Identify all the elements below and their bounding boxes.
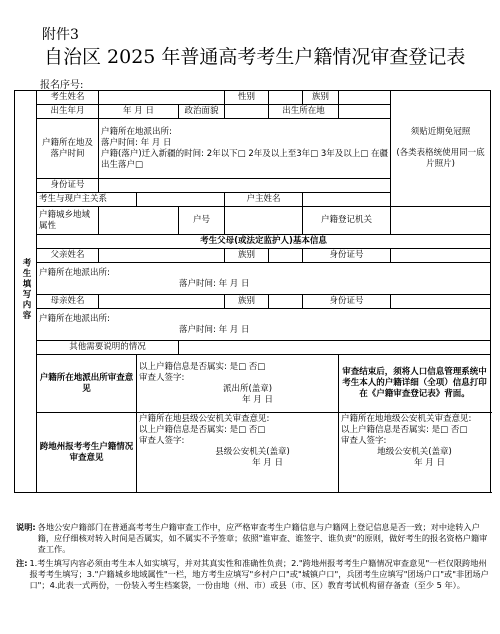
birthplace-value[interactable] xyxy=(339,105,391,119)
householder-label: 户主姓名 xyxy=(225,193,303,207)
review2-county[interactable]: 户籍所在地县级公安机关审查意见: 以上户籍信息是否属实: 是□ 否□ 审查人签字: 县级公安机关(盖章) 年 月 日 xyxy=(137,413,339,493)
political-value[interactable] xyxy=(225,105,269,119)
id-value[interactable] xyxy=(99,179,391,193)
parents-header: 考生父母(或法定监护人)基本信息 xyxy=(37,235,491,249)
ethnicity-label: 族别 xyxy=(303,91,339,105)
registration-table xyxy=(14,90,491,493)
note: 注: 1.考生填写内容必须由考生本人如实填写，并对其真实性和准确性负责；2."跨地州报考考生户籍情况审查意见"一栏仅限跨地州报考考生填写；3."户籍城乡地域属性"一栏，地方考生应填写"乡村户口"或"城镇户口"，兵团考生应填写"团场户口"或"非团场户口"；4.此表一式两份，一份装入考生档案袋，一份由地（州、市）或县（市、区）教育考试机构留存备查（至少 5 年）。 xyxy=(16,557,489,591)
householder-value[interactable] xyxy=(303,193,391,207)
reg-office-value[interactable] xyxy=(391,207,491,235)
section-label: 考生填写内容 xyxy=(15,91,37,493)
father-ethnicity-label: 族别 xyxy=(225,249,269,263)
father-ethnicity-value[interactable] xyxy=(269,249,303,263)
hukou-no-value[interactable] xyxy=(225,207,303,235)
mother-id-value[interactable] xyxy=(391,295,491,309)
mother-ethnicity-label: 族别 xyxy=(225,295,269,309)
mother-label: 母亲姓名 xyxy=(37,295,99,309)
ethnicity-value[interactable] xyxy=(339,91,391,105)
birth-date-label: 出生年月 xyxy=(37,105,99,119)
review2-prefecture[interactable]: 户籍所在地地级公安机关审查意见: 以上户籍信息是否属实: 是□ 否□ 审查人签字: 地级公安机关(盖章) 年 月 日 xyxy=(339,413,491,493)
urban-rural-value[interactable] xyxy=(99,207,179,235)
explanation: 说明: 各地公安户籍部门在普通高考考生户籍审查工作中，应严格审查考生户籍信息与户籍网上登记信息是否一致；对中途转入户籍，应仔细核对转入时间是否属实，如不属实不予签章；依照"谁审查、谁签字、谁负责"的原则，做好考生的报名资格户籍审查工作。 xyxy=(16,522,488,555)
relation-value[interactable] xyxy=(137,193,225,207)
mother-ethnicity-value[interactable] xyxy=(269,295,303,309)
father-label: 父亲姓名 xyxy=(37,249,99,263)
mother-value[interactable] xyxy=(99,295,225,309)
name-value[interactable] xyxy=(99,91,225,105)
registration-number-label: 报名序号: xyxy=(40,80,84,91)
id-label: 身份证号 xyxy=(37,179,99,193)
hukou-station-value[interactable]: 户籍所在地派出所: 落户时间: 年 月 日 户籍(落户)迁入新疆的时间: 2年以下□ 2年及以上至3年□ 3年及以上□ 在疆出生落户□ xyxy=(99,119,391,179)
annex-label: 附件3 xyxy=(42,27,79,43)
gender-label: 性别 xyxy=(225,91,269,105)
gender-value[interactable] xyxy=(269,91,303,105)
review2-label: 跨地州报考考生户籍情况审查意见 xyxy=(37,413,137,493)
relation-label: 考生与现户主关系 xyxy=(37,193,137,207)
father-id-value[interactable] xyxy=(391,249,491,263)
political-label: 政治面貌 xyxy=(179,105,225,119)
hukou-no-label: 户号 xyxy=(179,207,225,235)
notes-section xyxy=(16,522,490,591)
other-label: 其他需要说明的情况 xyxy=(37,341,179,355)
mother-station[interactable]: 户籍所在地派出所: 落户时间: 年 月 日 xyxy=(37,309,491,341)
review1-label: 户籍所在地派出所审查意见 xyxy=(37,355,137,413)
reg-office-label: 户籍登记机关 xyxy=(303,207,391,235)
form-title: 自治区 2025 年普通高考考生户籍情况审查登记表 xyxy=(44,46,466,68)
urban-rural-label: 户籍城乡地域属性 xyxy=(37,207,99,235)
review1-content[interactable]: 以上户籍信息是否属实: 是□ 否□ 审查人签字: 派出所(盖章) 年 月 日 xyxy=(137,355,339,413)
father-id-label: 身份证号 xyxy=(303,249,391,263)
review-notice: 审查结束后，须将人口信息管理系统中考生本人的户籍详细（全项）信息打印在《户籍审查登记表》背面。 xyxy=(339,355,491,413)
father-value[interactable] xyxy=(99,249,225,263)
name-label: 考生姓名 xyxy=(37,91,99,105)
mother-id-label: 身份证号 xyxy=(303,295,391,309)
photo-area: 须贴近期免冠照 (各类表格统使用同一底片照片) xyxy=(391,91,491,207)
birthplace-label: 出生所在地 xyxy=(269,105,339,119)
hukou-station-label: 户籍所在地及落户时间 xyxy=(37,119,99,179)
other-value[interactable] xyxy=(179,341,491,355)
birth-date-value[interactable]: 年 月 日 xyxy=(99,105,179,119)
father-station[interactable]: 户籍所在地派出所: 落户时间: 年 月 日 xyxy=(37,263,491,295)
